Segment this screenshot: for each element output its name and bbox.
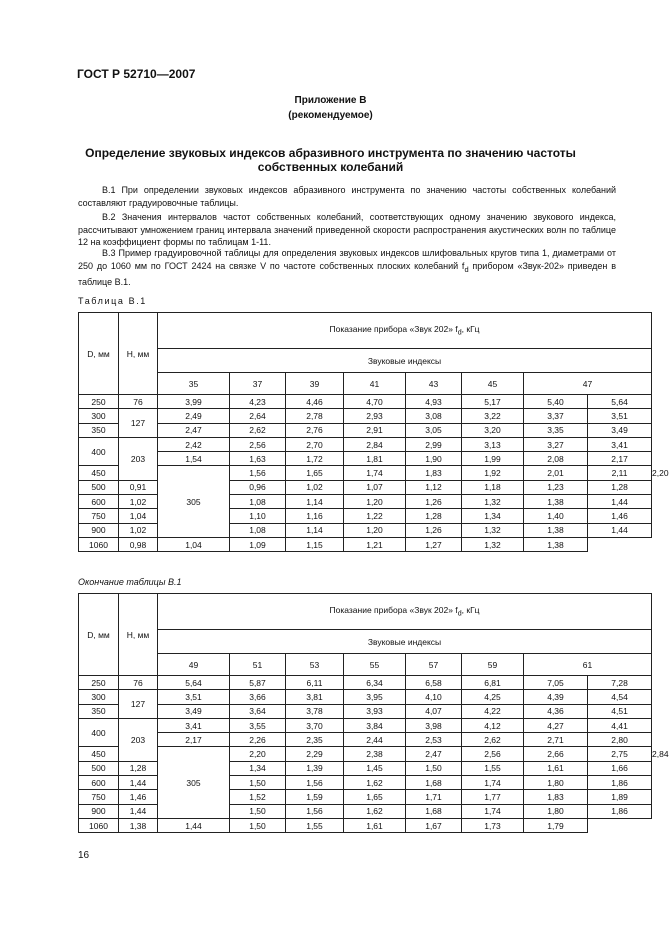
frequency-cell: 4,51 [588,704,652,718]
frequency-cell: 4,27 [524,718,588,732]
sound-index-cell: 59 [462,654,524,676]
frequency-cell: 6,81 [462,676,524,690]
reading-label: Показание прибора «Звук 202» f [329,324,458,335]
column-header-sound-indices: Звуковые индексы [158,349,652,373]
frequency-cell: 1,08 [230,495,286,509]
sound-index-cell: 35 [158,373,230,395]
frequency-cell: 0,98 [119,537,158,551]
frequency-cell: 2,53 [406,733,462,747]
diameter-cell: 750 [79,790,119,804]
frequency-cell: 1,28 [119,761,158,775]
paragraph-b2-text: В.2 Значения интервалов частот собственных колебаний, соответствующих одному значению звукового индекса, рассчитывают умножением границ интервала значений приведенной скорости распространения акустических волн по таблице 12 на коэффициент формы по таблицам 1-11. [78,212,616,247]
diameter-cell: 600 [79,495,119,509]
frequency-cell: 1,40 [524,509,588,523]
frequency-cell: 1,67 [406,818,462,832]
frequency-cell: 1,61 [344,818,406,832]
frequency-cell: 1,20 [344,495,406,509]
frequency-cell: 2,20 [230,747,286,761]
frequency-cell: 1,86 [588,804,652,818]
frequency-cell: 3,64 [230,704,286,718]
diameter-cell: 250 [79,676,119,690]
frequency-cell: 1,74 [344,466,406,480]
frequency-cell: 1,50 [230,818,286,832]
sound-index-cell: 53 [286,654,344,676]
frequency-cell: 4,54 [588,690,652,704]
diameter-cell: 500 [79,480,119,494]
calibration-table [78,312,669,552]
height-cell: 203 [119,718,158,761]
frequency-cell: 3,37 [524,409,588,423]
diameter-cell: 500 [79,761,119,775]
paragraph-b2 [78,211,616,249]
frequency-cell: 6,11 [286,676,344,690]
frequency-cell: 1,77 [462,790,524,804]
paragraph-b3 [78,247,616,288]
frequency-cell: 4,39 [524,690,588,704]
column-header-sound-indices: Звуковые индексы [158,630,652,654]
frequency-cell: 3,70 [286,718,344,732]
frequency-cell: 1,79 [524,818,588,832]
frequency-cell: 3,41 [588,437,652,451]
frequency-cell: 2,62 [230,423,286,437]
frequency-cell: 1,65 [286,466,344,480]
frequency-cell: 1,80 [524,776,588,790]
frequency-cell: 1,71 [406,790,462,804]
frequency-cell: 1,54 [158,452,230,466]
frequency-cell: 2,66 [524,747,588,761]
frequency-cell: 2,26 [230,733,286,747]
frequency-cell: 1,28 [588,480,652,494]
frequency-cell: 2,29 [286,747,344,761]
frequency-cell: 1,50 [230,776,286,790]
reading-subscript: d [457,609,462,618]
frequency-cell: 1,04 [158,537,230,551]
frequency-cell: 1,32 [462,537,524,551]
frequency-cell: 5,87 [230,676,286,690]
frequency-cell: 6,34 [344,676,406,690]
frequency-cell: 2,78 [286,409,344,423]
frequency-cell: 1,68 [406,804,462,818]
diameter-cell: 1060 [79,537,119,551]
table-row [79,690,652,704]
frequency-cell: 5,64 [588,395,652,409]
frequency-cell: 1,10 [230,509,286,523]
frequency-cell: 1,38 [119,818,158,832]
table-row: 450 305 1,56 1,65 1,74 1,83 1,92 2,01 2,11 2,20 [79,466,652,480]
reading-unit: , кГц [461,324,480,335]
table-row [79,718,652,732]
diameter-cell: 250 [79,395,119,409]
frequency-cell: 4,46 [286,395,344,409]
paragraph-b1-text: В.1 При определении звуковых индексов абразивного инструмента по значению частоты собственных колебаний составляют градуировочные таблицы. [78,185,616,208]
frequency-cell: 1,20 [344,523,406,537]
frequency-cell: 5,64 [158,676,230,690]
frequency-cell: 2,93 [344,409,406,423]
frequency-cell: 1,38 [524,537,588,551]
frequency-cell: 1,56 [286,804,344,818]
frequency-cell: 2,01 [524,466,588,480]
frequency-cell: 1,45 [344,761,406,775]
frequency-cell: 1,59 [286,790,344,804]
frequency-cell: 1,16 [286,509,344,523]
frequency-cell: 3,99 [158,395,230,409]
frequency-cell: 1,56 [230,466,286,480]
frequency-cell: 1,34 [230,761,286,775]
sound-index-cell: 57 [406,654,462,676]
frequency-cell: 3,55 [230,718,286,732]
paragraph-b3-part-2: прибором «Звук-202» приведен в таблице В.1. [78,260,616,287]
diameter-cell: 450 [79,466,119,480]
frequency-cell: 1,34 [462,509,524,523]
column-header-reading [158,594,652,630]
frequency-cell: 3,08 [406,409,462,423]
reading-unit: , кГц [461,605,480,616]
height-cell: 76 [119,676,158,690]
reading-label: Показание прибора «Звук 202» f [329,605,458,616]
diameter-cell: 400 [79,718,119,747]
frequency-cell: 1,74 [462,804,524,818]
table-row [79,423,652,437]
diameter-cell: 400 [79,437,119,466]
table-row [79,704,652,718]
height-cell: 127 [119,690,158,719]
frequency-cell: 1,38 [524,495,588,509]
frequency-cell: 3,41 [158,718,230,732]
sound-index-cell: 43 [406,373,462,395]
frequency-cell: 2,17 [588,452,652,466]
sound-index-cell: 55 [344,654,406,676]
frequency-cell: 6,58 [406,676,462,690]
frequency-cell: 1,02 [119,523,158,537]
frequency-cell: 1,02 [119,495,158,509]
height-cell: 305 [158,466,230,537]
frequency-cell: 1,52 [230,790,286,804]
sound-index-cell: 37 [230,373,286,395]
frequency-cell: 4,93 [406,395,462,409]
calibration-table-continued [78,593,669,833]
frequency-cell: 2,70 [286,437,344,451]
frequency-cell: 1,38 [524,523,588,537]
sound-index-cell: 41 [344,373,406,395]
frequency-cell: 1,92 [462,466,524,480]
frequency-cell: 1,44 [119,776,158,790]
frequency-cell: 4,22 [462,704,524,718]
frequency-cell: 1,63 [230,452,286,466]
diameter-cell: 900 [79,804,119,818]
height-cell: 76 [119,395,158,409]
frequency-cell: 3,51 [588,409,652,423]
frequency-cell: 3,93 [344,704,406,718]
table-row [79,733,652,747]
frequency-cell: 1,46 [588,509,652,523]
diameter-cell: 350 [79,704,119,718]
frequency-cell: 1,90 [406,452,462,466]
frequency-cell: 3,49 [158,704,230,718]
frequency-cell: 1,89 [588,790,652,804]
column-header-reading [158,313,652,349]
frequency-cell: 2,49 [158,409,230,423]
frequency-cell: 1,62 [344,804,406,818]
frequency-cell: 3,20 [462,423,524,437]
frequency-cell: 1,08 [230,523,286,537]
frequency-cell: 1,72 [286,452,344,466]
frequency-cell: 2,56 [462,747,524,761]
frequency-cell: 3,49 [588,423,652,437]
frequency-cell: 1,65 [344,790,406,804]
frequency-cell: 3,22 [462,409,524,423]
frequency-cell: 3,13 [462,437,524,451]
frequency-cell: 1,23 [524,480,588,494]
frequency-cell: 1,09 [230,537,286,551]
frequency-cell: 1,73 [462,818,524,832]
frequency-cell: 2,38 [344,747,406,761]
frequency-cell: 4,36 [524,704,588,718]
frequency-cell: 0,96 [230,480,286,494]
sound-index-cell: 61 [524,654,652,676]
column-header-height: H, мм [119,594,158,676]
table-row [79,437,652,451]
frequency-cell: 2,99 [406,437,462,451]
table-row [79,676,652,690]
paragraph-b3-text [78,247,616,288]
table-row [79,818,652,832]
frequency-cell: 2,11 [588,466,652,480]
frequency-cell: 1,12 [406,480,462,494]
frequency-cell: 1,44 [119,804,158,818]
frequency-cell: 2,44 [344,733,406,747]
frequency-cell: 1,26 [406,523,462,537]
frequency-cell: 4,25 [462,690,524,704]
frequency-cell: 1,39 [286,761,344,775]
frequency-cell: 2,62 [462,733,524,747]
table-row [79,395,652,409]
frequency-cell: 1,74 [462,776,524,790]
frequency-cell: 1,14 [286,523,344,537]
frequency-cell: 2,64 [230,409,286,423]
diameter-cell: 750 [79,509,119,523]
document-id: ГОСТ Р 52710—2007 [77,67,196,81]
frequency-cell: 1,14 [286,495,344,509]
frequency-cell: 4,70 [344,395,406,409]
frequency-cell: 0,91 [119,480,158,494]
frequency-cell: 3,66 [230,690,286,704]
frequency-cell: 1,86 [588,776,652,790]
paragraph-b1 [78,184,616,209]
frequency-cell: 1,04 [119,509,158,523]
frequency-cell: 2,71 [524,733,588,747]
frequency-cell: 2,80 [588,733,652,747]
frequency-cell: 1,32 [462,523,524,537]
frequency-cell: 2,84 [344,437,406,451]
frequency-cell: 2,56 [230,437,286,451]
frequency-cell: 4,07 [406,704,462,718]
sound-index-cell: 49 [158,654,230,676]
frequency-cell: 1,44 [588,495,652,509]
diameter-cell: 350 [79,423,119,437]
sound-index-cell: 45 [462,373,524,395]
frequency-cell: 1,99 [462,452,524,466]
annex-heading-line-2: собственных колебаний [257,160,404,174]
frequency-cell: 4,10 [406,690,462,704]
frequency-cell: 4,23 [230,395,286,409]
frequency-cell: 2,35 [286,733,344,747]
frequency-cell: 3,84 [344,718,406,732]
frequency-cell: 2,47 [406,747,462,761]
page-number: 16 [78,850,90,861]
table-row [79,452,652,466]
diameter-cell: 1060 [79,818,119,832]
column-header-height: H, мм [119,313,158,395]
frequency-cell: 1,21 [344,537,406,551]
frequency-cell: 4,41 [588,718,652,732]
frequency-cell: 1,50 [230,804,286,818]
table-row [79,409,652,423]
frequency-cell: 1,07 [344,480,406,494]
frequency-cell: 7,28 [588,676,652,690]
frequency-cell: 5,40 [524,395,588,409]
frequency-cell: 5,17 [462,395,524,409]
annex-title: Приложение В [294,95,367,106]
frequency-cell: 3,35 [524,423,588,437]
frequency-cell: 1,02 [286,480,344,494]
frequency-cell: 1,32 [462,495,524,509]
height-cell: 305 [158,747,230,818]
diameter-cell: 900 [79,523,119,537]
frequency-cell: 1,46 [119,790,158,804]
frequency-cell: 1,83 [406,466,462,480]
frequency-cell: 2,42 [158,437,230,451]
table-row [79,537,652,551]
frequency-cell: 1,50 [406,761,462,775]
frequency-cell: 1,62 [344,776,406,790]
frequency-cell: 1,44 [588,523,652,537]
table-continuation-caption: Окончание таблицы В.1 [78,577,182,587]
frequency-cell: 2,17 [158,733,230,747]
column-header-diameter: D, мм [79,594,119,676]
frequency-cell: 1,22 [344,509,406,523]
frequency-cell: 1,55 [462,761,524,775]
diameter-cell: 450 [79,747,119,761]
frequency-cell: 1,18 [462,480,524,494]
sound-index-cell: 51 [230,654,286,676]
frequency-cell: 1,68 [406,776,462,790]
frequency-subscript: d [464,264,469,274]
frequency-cell: 3,81 [286,690,344,704]
frequency-cell: 7,05 [524,676,588,690]
frequency-cell: 2,76 [286,423,344,437]
frequency-cell: 1,61 [524,761,588,775]
diameter-cell: 600 [79,776,119,790]
annex-heading-line-1: Определение звуковых индексов абразивного инструмента по значению частоты [85,146,576,160]
frequency-cell: 1,26 [406,495,462,509]
frequency-cell: 1,27 [406,537,462,551]
frequency-cell: 4,12 [462,718,524,732]
frequency-cell: 2,08 [524,452,588,466]
sound-index-cell: 47 [524,373,652,395]
frequency-cell: 3,98 [406,718,462,732]
paragraph-b3-part-1: В.3 Пример градуировочной таблицы для определения звуковых индексов шлифовальных кругов типа 1, диаметрами от 250 до 1060 мм по ГОСТ 2424 на связке V по частоте собственных плоских колебаний f [78,248,616,271]
table-caption: Таблица В.1 [78,296,147,306]
frequency-cell: 2,47 [158,423,230,437]
frequency-cell: 1,15 [286,537,344,551]
frequency-cell: 3,51 [158,690,230,704]
frequency-cell: 3,95 [344,690,406,704]
frequency-cell: 1,55 [286,818,344,832]
frequency-cell: 1,83 [524,790,588,804]
height-cell: 127 [119,409,158,438]
frequency-cell: 3,05 [406,423,462,437]
diameter-cell: 300 [79,690,119,704]
frequency-cell: 2,75 [588,747,652,761]
frequency-cell: 1,80 [524,804,588,818]
table-row: 450 305 2,20 2,29 2,38 2,47 2,56 2,66 2,75 2,84 [79,747,652,761]
sound-index-cell: 39 [286,373,344,395]
frequency-cell: 1,56 [286,776,344,790]
frequency-cell: 1,81 [344,452,406,466]
reading-subscript: d [457,328,462,337]
annex-status: (рекомендуемое) [288,110,373,121]
frequency-cell: 3,78 [286,704,344,718]
frequency-cell: 3,27 [524,437,588,451]
frequency-cell: 2,91 [344,423,406,437]
frequency-cell: 1,28 [406,509,462,523]
frequency-cell: 1,66 [588,761,652,775]
diameter-cell: 300 [79,409,119,423]
frequency-cell: 1,44 [158,818,230,832]
column-header-diameter: D, мм [79,313,119,395]
height-cell: 203 [119,437,158,480]
